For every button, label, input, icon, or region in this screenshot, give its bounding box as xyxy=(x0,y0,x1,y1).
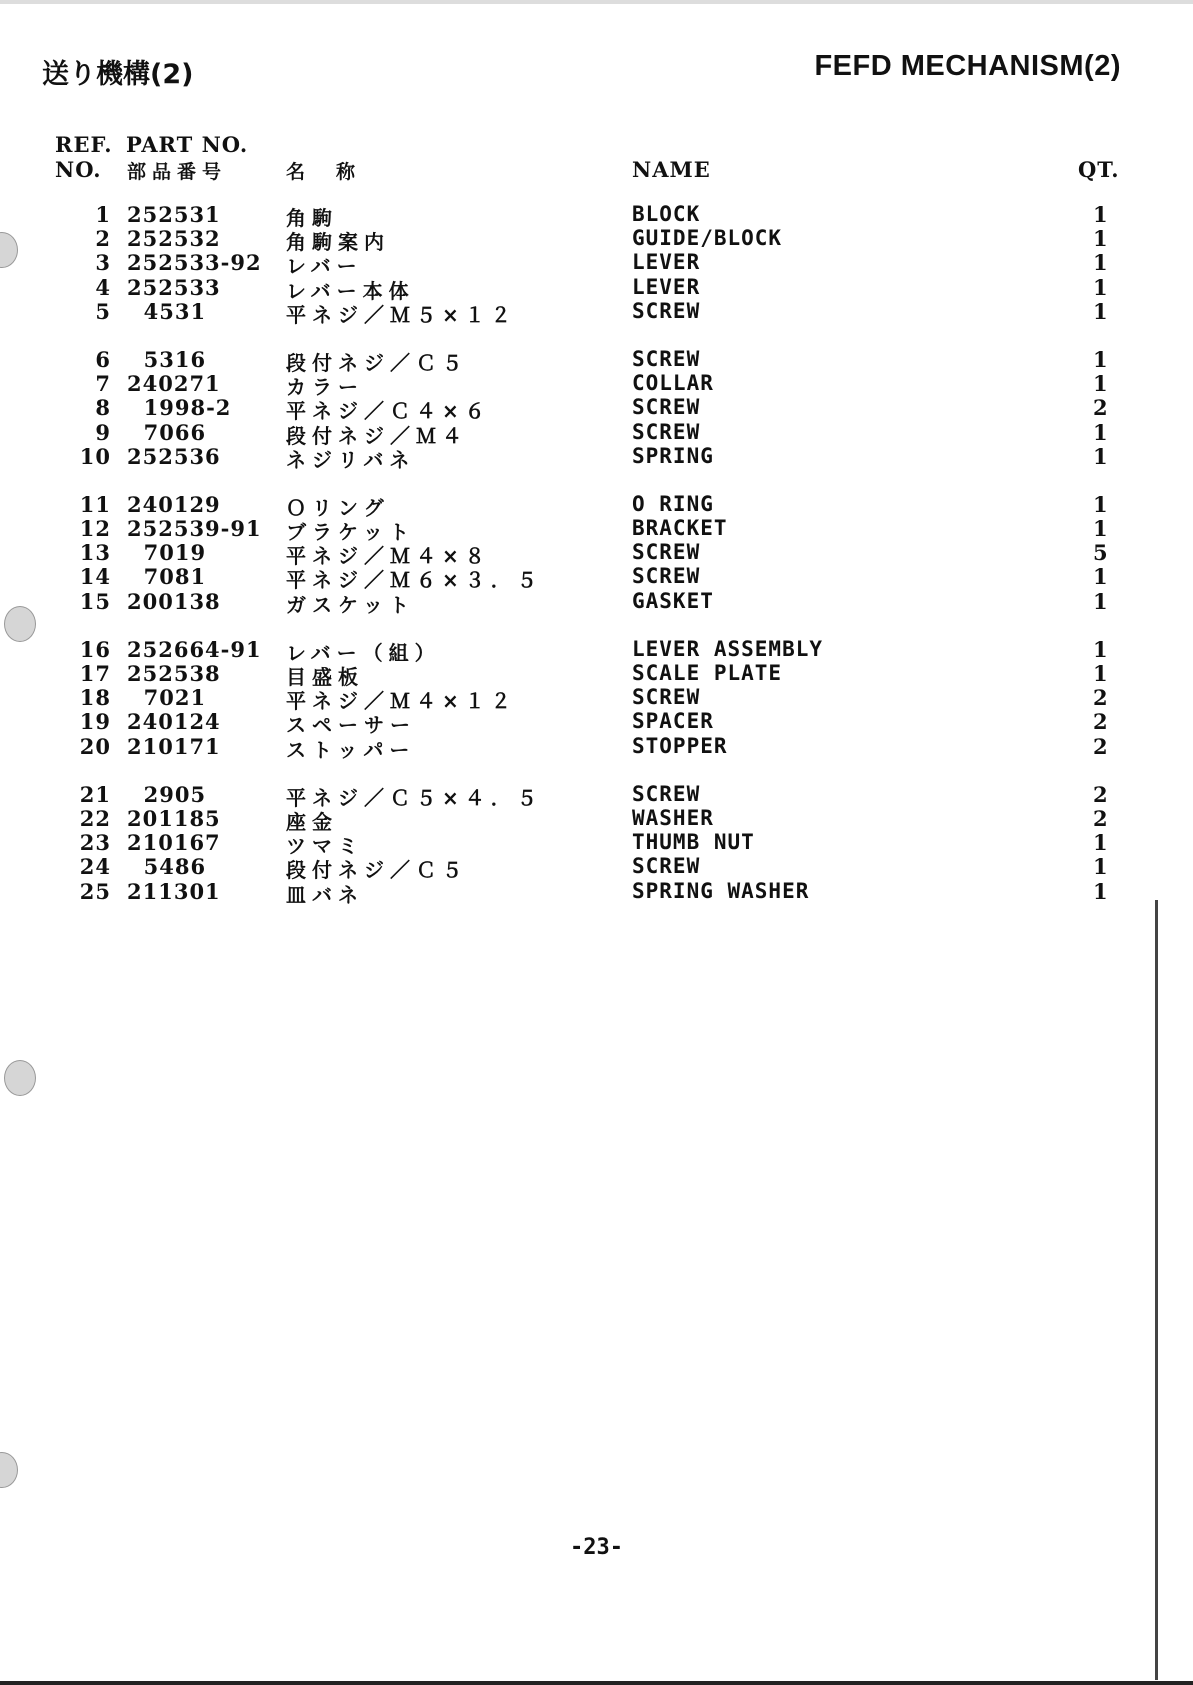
quantity-cell: 1 xyxy=(1093,516,1109,542)
ref-number-cell: 3 xyxy=(95,250,111,276)
ref-number-cell: 4 xyxy=(95,274,111,300)
part-number-cell: 210167 xyxy=(127,830,221,856)
ref-number-cell: 10 xyxy=(79,443,111,469)
japanese-name-cell: 平ネジ／Ｍ４×８ xyxy=(286,544,491,569)
table-row xyxy=(0,274,1193,303)
ref-number-cell: 9 xyxy=(95,419,111,445)
japanese-name-cell: 座金 xyxy=(286,809,338,834)
part-name-cell: GUIDE/BLOCK xyxy=(632,226,783,251)
quantity-cell: 2 xyxy=(1093,781,1109,807)
quantity-cell: 1 xyxy=(1093,298,1109,324)
part-name-cell: SCREW xyxy=(632,298,701,323)
part-number-cell: 252536 xyxy=(127,443,221,469)
japanese-name-cell: レバー xyxy=(286,254,363,279)
part-number-cell: 7019 xyxy=(127,540,207,566)
japanese-name-cell: ツマミ xyxy=(286,834,364,859)
ref-number-cell: 18 xyxy=(79,685,111,711)
ref-number-cell: 20 xyxy=(79,733,111,759)
part-name-cell: SCREW xyxy=(632,540,701,565)
table-row xyxy=(0,202,1193,230)
table-row xyxy=(0,878,1193,907)
table-row xyxy=(0,685,1193,714)
quantity-cell: 1 xyxy=(1093,854,1109,880)
quantity-cell: 1 xyxy=(1093,564,1109,590)
parts-group xyxy=(0,346,1193,472)
quantity-cell: 1 xyxy=(1093,661,1109,686)
table-row xyxy=(0,588,1193,617)
japanese-name-cell: 目盛板 xyxy=(286,665,364,689)
part-number-cell: 1998-2 xyxy=(127,395,232,421)
part-number-cell: 7066 xyxy=(127,419,207,445)
scan-edge-right xyxy=(1155,900,1158,1680)
ref-number-cell: 5 xyxy=(95,298,111,324)
quantity-cell: 1 xyxy=(1093,371,1109,397)
table-row xyxy=(0,226,1193,255)
japanese-name-cell: 平ネジ／Ｍ６×３．５ xyxy=(286,568,543,593)
table-row xyxy=(0,298,1193,327)
part-name-cell: SCALE PLATE xyxy=(632,661,783,685)
quantity-cell: 1 xyxy=(1093,878,1109,904)
table-row xyxy=(0,805,1193,834)
page-title-japanese: 送り機構(2) xyxy=(42,59,194,90)
part-name-cell: SCREW xyxy=(632,564,701,589)
japanese-name-cell: カラー xyxy=(286,375,364,400)
quantity-cell: 1 xyxy=(1093,250,1109,276)
column-header-name-japanese: 名 称 xyxy=(286,161,362,183)
parts-list xyxy=(0,202,1193,927)
part-name-cell: LEVER xyxy=(632,274,701,299)
quantity-cell: 1 xyxy=(1093,636,1109,662)
quantity-cell: 2 xyxy=(1093,805,1109,831)
table-row xyxy=(0,854,1193,883)
table-row xyxy=(0,709,1193,738)
part-name-cell: SPRING WASHER xyxy=(632,878,810,903)
part-number-cell: 211301 xyxy=(127,878,221,904)
japanese-name-cell: 平ネジ／Ｃ５×４．５ xyxy=(286,785,543,810)
ref-number-cell: 2 xyxy=(95,226,111,252)
ref-number-cell: 1 xyxy=(95,202,111,227)
japanese-name-cell: レバー（組） xyxy=(286,640,441,665)
ref-number-cell: 8 xyxy=(95,395,111,421)
part-number-cell: 252533 xyxy=(127,274,221,300)
part-number-cell: 240129 xyxy=(127,491,221,517)
quantity-cell: 1 xyxy=(1093,491,1109,517)
parts-group xyxy=(0,781,1193,907)
quantity-cell: 1 xyxy=(1093,274,1109,300)
table-row xyxy=(0,419,1193,448)
part-number-cell: 240271 xyxy=(127,371,221,397)
quantity-cell: 2 xyxy=(1093,395,1109,421)
column-header-name: NAME xyxy=(632,157,711,182)
table-row xyxy=(0,564,1193,593)
japanese-name-cell: 皿バネ xyxy=(286,882,364,907)
japanese-name-cell: ストッパー xyxy=(286,737,416,762)
table-row xyxy=(0,661,1193,689)
japanese-name-cell: 平ネジ／Ｍ４×１２ xyxy=(286,689,517,714)
japanese-name-cell: ガスケット xyxy=(286,592,415,617)
table-row xyxy=(0,540,1193,569)
japanese-name-cell: 段付ネジ／Ｃ５ xyxy=(286,858,468,883)
quantity-cell: 5 xyxy=(1093,540,1109,566)
table-row xyxy=(0,636,1193,665)
table-row xyxy=(0,491,1193,520)
part-name-cell: SCREW xyxy=(632,395,701,420)
part-number-cell: 7021 xyxy=(127,685,207,711)
japanese-name-cell: ネジリバネ xyxy=(286,447,416,472)
ref-number-cell: 23 xyxy=(79,830,111,856)
punch-hole xyxy=(0,1452,18,1488)
quantity-cell: 2 xyxy=(1093,685,1109,711)
quantity-cell: 1 xyxy=(1093,588,1109,614)
part-number-cell: 201185 xyxy=(127,805,221,831)
ref-number-cell: 22 xyxy=(79,805,111,831)
quantity-cell: 1 xyxy=(1093,346,1109,372)
part-name-cell: SCREW xyxy=(632,685,701,710)
part-number-cell: 252538 xyxy=(127,661,221,686)
column-header-quantity: QT. xyxy=(1078,157,1120,182)
japanese-name-cell: 段付ネジ／Ｃ５ xyxy=(286,350,468,375)
japanese-name-cell: 段付ネジ／Ｍ４ xyxy=(286,423,468,448)
part-name-cell: LEVER ASSEMBLY xyxy=(632,636,824,661)
part-number-cell: 240124 xyxy=(127,709,221,735)
part-number-cell: 252533-92 xyxy=(127,250,262,276)
part-name-cell: LEVER xyxy=(632,250,701,275)
ref-number-cell: 12 xyxy=(79,516,111,542)
ref-number-cell: 6 xyxy=(95,346,111,372)
page-number: -23- xyxy=(570,1535,623,1560)
quantity-cell: 1 xyxy=(1093,226,1109,252)
ref-number-cell: 14 xyxy=(79,564,111,590)
part-number-cell: 5316 xyxy=(127,346,207,372)
column-header-part-line2: 部品番号 xyxy=(127,161,228,183)
part-name-cell: BLOCK xyxy=(632,202,701,226)
part-number-cell: 4531 xyxy=(127,298,207,324)
part-name-cell: SPRING xyxy=(632,443,714,468)
table-row xyxy=(0,830,1193,859)
part-name-cell: THUMB NUT xyxy=(632,830,755,855)
table-row xyxy=(0,516,1193,545)
column-header-ref-line2: NO. xyxy=(55,157,102,182)
quantity-cell: 1 xyxy=(1093,419,1109,445)
japanese-name-cell: レバー本体 xyxy=(286,278,415,303)
parts-group xyxy=(0,202,1193,327)
table-row xyxy=(0,733,1193,762)
table-row xyxy=(0,250,1193,279)
part-name-cell: SCREW xyxy=(632,854,701,879)
table-row xyxy=(0,395,1193,424)
quantity-cell: 1 xyxy=(1093,202,1109,227)
page-title-english: FEFD MECHANISM(2) xyxy=(814,50,1121,82)
part-number-cell: 5486 xyxy=(127,854,207,880)
table-row xyxy=(0,443,1193,472)
ref-number-cell: 16 xyxy=(79,636,111,662)
part-name-cell: SCREW xyxy=(632,781,701,806)
japanese-name-cell: ブラケット xyxy=(286,520,415,545)
part-name-cell: SCREW xyxy=(632,419,701,444)
ref-number-cell: 13 xyxy=(79,540,111,566)
ref-number-cell: 21 xyxy=(79,781,111,807)
japanese-name-cell: 平ネジ／Ｃ４×６ xyxy=(286,399,491,424)
table-row xyxy=(0,781,1193,810)
part-number-cell: 2905 xyxy=(127,781,207,807)
part-name-cell: SCREW xyxy=(632,346,701,371)
parts-group xyxy=(0,636,1193,762)
punch-hole xyxy=(4,1060,36,1096)
part-name-cell: O RING xyxy=(632,491,714,516)
quantity-cell: 2 xyxy=(1093,733,1109,759)
part-number-cell: 252532 xyxy=(127,226,221,252)
part-number-cell: 252531 xyxy=(127,202,221,227)
part-name-cell: BRACKET xyxy=(632,516,728,541)
part-name-cell: SPACER xyxy=(632,709,714,734)
table-row xyxy=(0,346,1193,375)
part-number-cell: 200138 xyxy=(127,588,221,614)
column-header-part-line1: PART NO. xyxy=(126,132,249,157)
japanese-name-cell: 平ネジ／Ｍ５×１２ xyxy=(286,302,517,327)
quantity-cell: 2 xyxy=(1093,709,1109,735)
ref-number-cell: 25 xyxy=(79,878,111,904)
scan-edge-bottom xyxy=(0,1681,1193,1685)
part-number-cell: 252539-91 xyxy=(127,516,262,542)
ref-number-cell: 7 xyxy=(95,371,111,397)
parts-group xyxy=(0,491,1193,617)
quantity-cell: 1 xyxy=(1093,443,1109,469)
japanese-name-cell: 角駒 xyxy=(286,206,338,230)
table-row xyxy=(0,371,1193,400)
part-number-cell: 210171 xyxy=(127,733,221,759)
japanese-name-cell: スペーサー xyxy=(286,713,416,738)
ref-number-cell: 17 xyxy=(79,661,111,686)
part-number-cell: 252664-91 xyxy=(127,636,262,662)
japanese-name-cell: 角駒案内 xyxy=(286,230,390,255)
part-number-cell: 7081 xyxy=(127,564,207,590)
part-name-cell: COLLAR xyxy=(632,371,714,396)
scan-edge-top xyxy=(0,0,1193,4)
column-header-ref-line1: REF. xyxy=(55,132,113,157)
ref-number-cell: 19 xyxy=(79,709,111,735)
japanese-name-cell: Ｏリング xyxy=(286,495,390,520)
part-name-cell: STOPPER xyxy=(632,733,728,758)
quantity-cell: 1 xyxy=(1093,830,1109,856)
ref-number-cell: 24 xyxy=(79,854,111,880)
part-name-cell: GASKET xyxy=(632,588,714,613)
ref-number-cell: 15 xyxy=(79,588,111,614)
ref-number-cell: 11 xyxy=(79,491,111,517)
part-name-cell: WASHER xyxy=(632,805,714,830)
